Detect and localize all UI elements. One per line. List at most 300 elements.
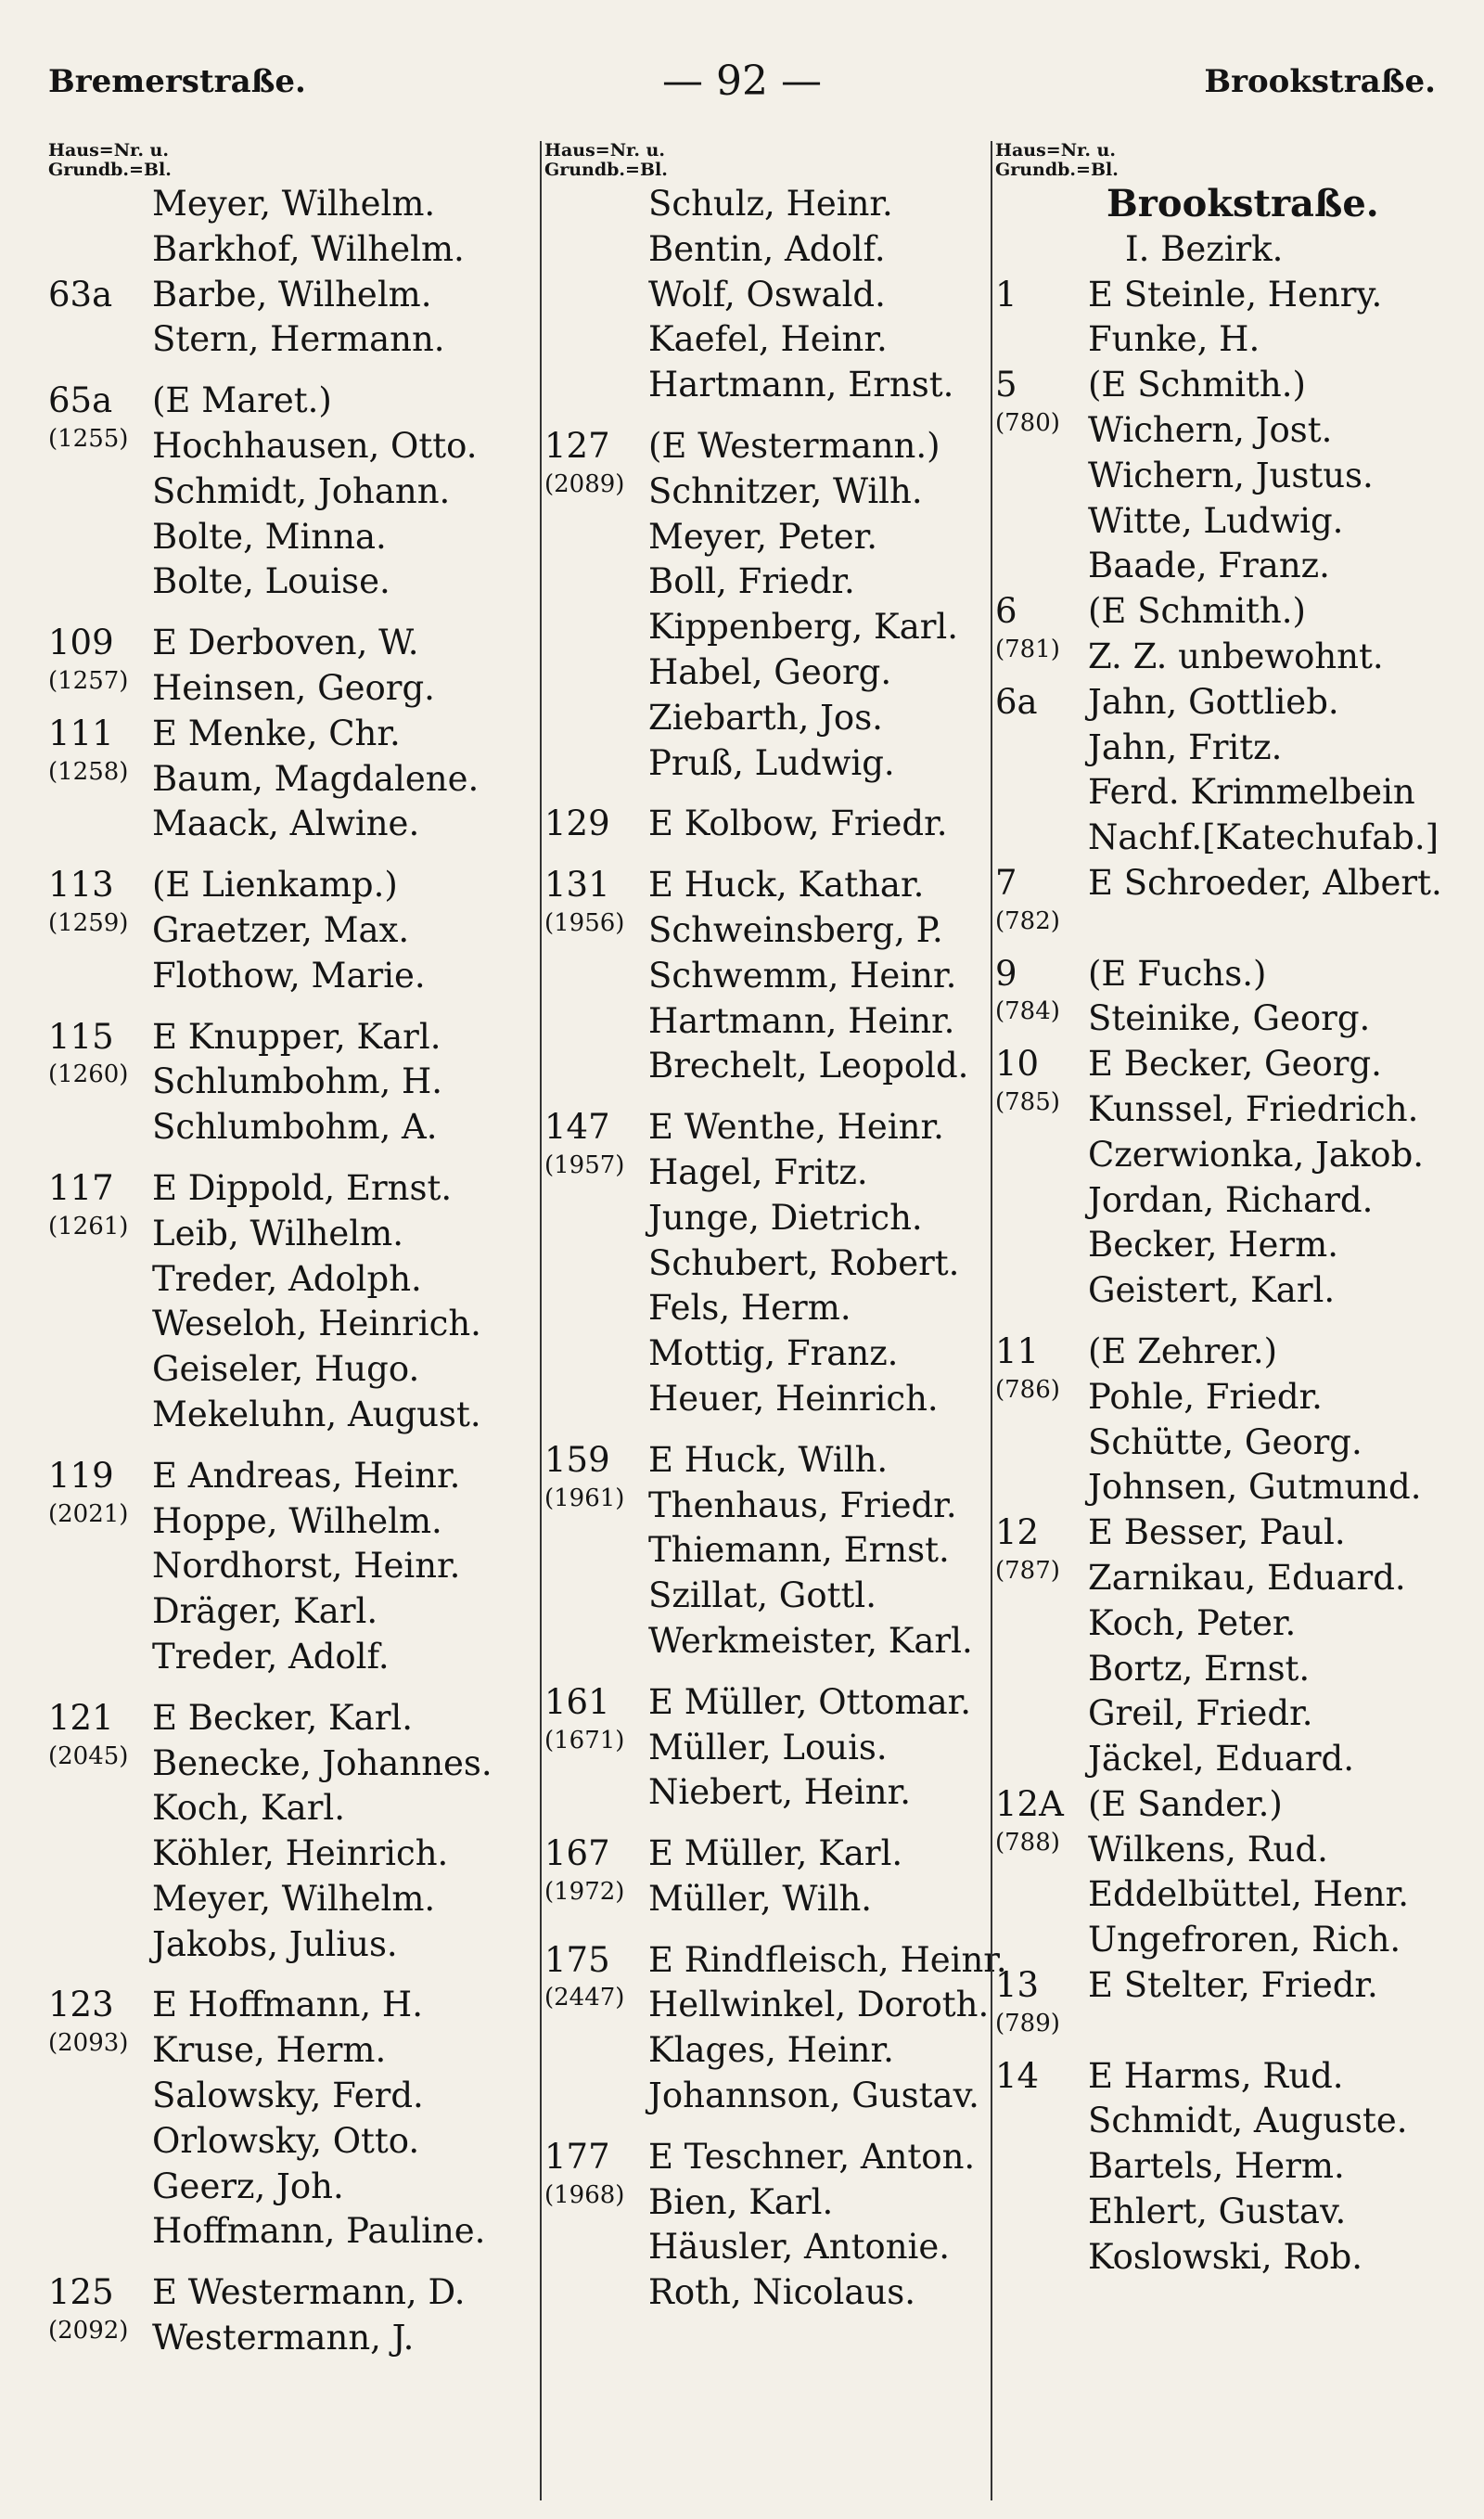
directory-entry — [544, 2028, 990, 2074]
resident-name: Wilkens, Rud. — [1088, 1829, 1328, 1870]
resident-name: E Teschner, Anton. — [648, 2136, 976, 2177]
directory-entry — [995, 1223, 1450, 1268]
directory-entry — [544, 469, 990, 515]
resident-name: Ziebarth, Jos. — [648, 697, 883, 738]
land-register-number: (781) — [995, 635, 1060, 663]
house-number: 131 — [544, 865, 610, 906]
column-3 — [991, 141, 1450, 2500]
land-register-number: (2021) — [48, 1499, 129, 1528]
land-register-number: (2093) — [48, 2029, 129, 2058]
house-number: 5 — [995, 365, 1017, 405]
land-register-number: (1671) — [544, 1726, 625, 1754]
resident-name: E Rindfleisch, Heinr. — [648, 1939, 1007, 1980]
resident-name: Junge, Dietrich. — [648, 1197, 923, 1238]
directory-entry — [544, 696, 990, 741]
directory-entry — [48, 1060, 531, 1105]
directory-entry — [995, 1918, 1450, 1963]
resident-name: Greil, Friedr. — [1088, 1693, 1313, 1734]
resident-name: Hartmann, Heinr. — [648, 1000, 955, 1041]
resident-name: Schulz, Heinr. — [648, 184, 893, 224]
resident-name: Treder, Adolf. — [152, 1636, 390, 1677]
directory-entry — [995, 1828, 1450, 1873]
directory-entry — [995, 1556, 1450, 1601]
house-number: 1 — [995, 274, 1017, 315]
resident-name: Flothow, Marie. — [152, 955, 426, 996]
land-register-number: (786) — [995, 1375, 1060, 1404]
directory-entry — [995, 1691, 1450, 1737]
resident-name: (E Sander.) — [1088, 1783, 1283, 1824]
resident-name: Thiemann, Ernst. — [648, 1530, 950, 1571]
resident-name: Witte, Ludwig. — [1088, 500, 1344, 541]
directory-entry — [48, 1105, 531, 1150]
land-register-number: (1259) — [48, 908, 129, 937]
page-header — [48, 58, 1436, 119]
resident-name: Treder, Adolph. — [152, 1258, 422, 1299]
directory-entry — [995, 1872, 1450, 1918]
directory-entry — [995, 2190, 1450, 2235]
house-number: 113 — [48, 865, 114, 906]
resident-name: Schwemm, Heinr. — [648, 955, 957, 996]
land-register-number: (1258) — [48, 757, 129, 786]
directory-entry — [48, 802, 531, 847]
house-number: 129 — [544, 803, 610, 844]
directory-entry — [995, 544, 1450, 589]
resident-name: Brechelt, Leopold. — [648, 1046, 969, 1086]
house-number: 177 — [544, 2136, 610, 2177]
directory-entry — [544, 515, 990, 560]
directory-entry — [48, 1589, 531, 1635]
resident-name: (E Schmith.) — [1088, 365, 1306, 405]
resident-name: Ungefroren, Rich. — [1088, 1920, 1401, 1960]
directory-entry — [544, 2180, 990, 2226]
directory-entry — [995, 408, 1450, 454]
resident-name: Niebert, Heinr. — [648, 1772, 911, 1813]
resident-name: (E Zehrer.) — [1088, 1330, 1278, 1371]
resident-name: Salowsky, Ferd. — [152, 2076, 424, 2116]
column-heading-land-register: Grundb.=Bl. — [995, 160, 1119, 180]
resident-name: Schmidt, Johann. — [152, 470, 451, 511]
directory-entry — [544, 1484, 990, 1529]
directory-entry — [48, 1257, 531, 1303]
house-number: 123 — [48, 1985, 114, 2025]
resident-name: Jäckel, Eduard. — [1088, 1739, 1355, 1780]
resident-name: Geerz, Joh. — [152, 2166, 344, 2206]
resident-name: E Menke, Chr. — [152, 713, 401, 753]
resident-name: Schütte, Georg. — [1088, 1421, 1362, 1462]
directory-entry — [995, 726, 1450, 771]
directory-entry — [48, 273, 531, 318]
resident-name: Benecke, Johannes. — [152, 1742, 493, 1783]
resident-name: E Schroeder, Albert. — [1088, 862, 1442, 903]
directory-entry — [48, 757, 531, 803]
directory-entry — [544, 741, 990, 787]
column-heading-land-register: Grundb.=Bl. — [48, 160, 172, 180]
resident-name: Wolf, Oswald. — [648, 274, 886, 315]
directory-entry — [995, 1042, 1450, 1087]
resident-name: Ferd. Krimmelbein — [1088, 772, 1415, 813]
column-heading-house-number: Haus=Nr. u. — [995, 140, 1116, 161]
resident-name: (E Westermann.) — [648, 425, 940, 466]
resident-name: Roth, Nicolaus. — [648, 2272, 916, 2313]
land-register-number: (1261) — [48, 1212, 129, 1240]
directory-entry — [48, 1831, 531, 1877]
resident-name: Müller, Wilh. — [648, 1878, 873, 1919]
column-1 — [48, 141, 531, 2500]
house-number: 11 — [995, 1330, 1040, 1371]
directory-entry — [995, 2054, 1450, 2100]
directory-entry — [995, 454, 1450, 499]
resident-name: Jahn, Gottlieb. — [1088, 681, 1339, 722]
resident-name: Baum, Magdalene. — [152, 758, 480, 799]
land-register-number: (1260) — [48, 1060, 129, 1089]
land-register-number: (784) — [995, 997, 1060, 1026]
directory-entry — [544, 1241, 990, 1287]
resident-name: (E Lienkamp.) — [152, 865, 398, 906]
directory-entry — [544, 1150, 990, 1196]
directory-entry — [995, 363, 1450, 408]
resident-name: Schlumbohm, A. — [152, 1107, 438, 1148]
house-number: 147 — [544, 1107, 610, 1148]
directory-entry — [48, 2209, 531, 2255]
land-register-number: (2447) — [544, 1984, 625, 2012]
resident-name: Klages, Heinr. — [648, 2030, 894, 2071]
house-number: 14 — [995, 2055, 1040, 2096]
resident-name: Ehlert, Gustav. — [1088, 2191, 1347, 2232]
directory-entry — [995, 816, 1450, 861]
directory-entry — [48, 1635, 531, 1680]
land-register-number: (1956) — [544, 908, 625, 937]
resident-name: Johnsen, Gutmund. — [1088, 1467, 1422, 1508]
house-number: 6a — [995, 681, 1038, 722]
directory-entry — [544, 1044, 990, 1089]
directory-entry — [48, 1499, 531, 1545]
resident-name: Schweinsberg, P. — [648, 909, 943, 950]
house-number: 65a — [48, 380, 113, 421]
resident-name: Wichern, Jost. — [1088, 409, 1333, 450]
resident-name: Eddelbüttel, Henr. — [1088, 1874, 1409, 1915]
resident-name: Hartmann, Ernst. — [648, 365, 954, 405]
directory-entry — [48, 1393, 531, 1438]
resident-name: Graetzer, Max. — [152, 909, 410, 950]
resident-name: Kaefel, Heinr. — [648, 319, 888, 360]
land-register-number: (780) — [995, 408, 1060, 437]
directory-entry — [48, 1347, 531, 1393]
column-heading — [544, 141, 990, 180]
directory-entry — [995, 1375, 1450, 1420]
resident-name: E Steinle, Henry. — [1088, 274, 1383, 315]
running-head-right: Brookstraße. — [1204, 63, 1436, 100]
directory-entry — [48, 182, 531, 227]
resident-name: (E Fuchs.) — [1088, 953, 1267, 994]
resident-name: Hochhausen, Otto. — [152, 425, 478, 466]
land-register-number: (785) — [995, 1087, 1060, 1116]
resident-name: Szillat, Gottl. — [648, 1575, 876, 1616]
directory-entry — [544, 1528, 990, 1574]
resident-name: I. Bezirk. — [1125, 228, 1284, 269]
resident-name: Pruß, Ludwig. — [648, 742, 895, 783]
entry-list — [995, 182, 1450, 2281]
resident-name: Kippenberg, Karl. — [648, 607, 959, 648]
house-number: 117 — [48, 1167, 114, 1208]
land-register-number: (1957) — [544, 1150, 625, 1179]
resident-name: Maack, Alwine. — [152, 803, 420, 844]
directory-entry — [544, 1286, 990, 1331]
directory-entry — [48, 1741, 531, 1787]
directory-entry — [544, 559, 990, 605]
house-number: 9 — [995, 953, 1017, 994]
directory-entry — [544, 182, 990, 227]
directory-entry — [995, 1087, 1450, 1133]
resident-name: E Huck, Kathar. — [648, 865, 925, 906]
resident-name: Hellwinkel, Doroth. — [648, 1985, 990, 2025]
land-register-number: (1961) — [544, 1484, 625, 1512]
directory-entry — [48, 2074, 531, 2119]
resident-name: Boll, Friedr. — [648, 561, 855, 602]
directory-entry — [995, 861, 1450, 906]
directory-entry — [995, 996, 1450, 1042]
resident-name: Brookstraße. — [1107, 182, 1379, 225]
resident-name: E Hoffmann, H. — [152, 1985, 423, 2025]
directory-entry — [48, 1786, 531, 1831]
resident-name: Mottig, Franz. — [648, 1333, 899, 1374]
resident-name: Geistert, Karl. — [1088, 1270, 1336, 1311]
directory-entry — [544, 605, 990, 650]
directory-entry — [995, 2009, 1450, 2054]
resident-name: E Knupper, Karl. — [152, 1016, 441, 1057]
resident-name: Pohle, Friedr. — [1088, 1376, 1323, 1417]
directory-entry — [995, 1963, 1450, 2009]
district-heading — [995, 227, 1450, 273]
resident-name: Jakobs, Julius. — [152, 1923, 398, 1964]
resident-name: Bortz, Ernst. — [1088, 1648, 1311, 1689]
resident-name: Schubert, Robert. — [648, 1242, 960, 1283]
house-number: 125 — [48, 2272, 114, 2313]
resident-name: E Wenthe, Heinr. — [648, 1107, 944, 1148]
resident-name: Heinsen, Georg. — [152, 667, 435, 708]
directory-entry — [544, 1331, 990, 1377]
running-head-left: Bremerstraße. — [48, 63, 306, 100]
directory-entry — [48, 1544, 531, 1589]
directory-entry — [995, 1133, 1450, 1178]
directory-entry — [995, 2099, 1450, 2144]
directory-entry — [544, 227, 990, 273]
resident-name: (E Schmith.) — [1088, 591, 1306, 632]
resident-name: Funke, H. — [1088, 319, 1260, 360]
resident-name: Meyer, Wilhelm. — [152, 184, 436, 224]
directory-entry — [48, 1922, 531, 1968]
resident-name: Bien, Karl. — [648, 2181, 834, 2222]
directory-entry — [995, 1465, 1450, 1510]
directory-entry — [48, 469, 531, 515]
directory-entry — [48, 1302, 531, 1347]
resident-name: Habel, Georg. — [648, 651, 892, 692]
directory-entry — [995, 499, 1450, 545]
resident-name: Steinike, Georg. — [1088, 998, 1371, 1039]
land-register-number: (2092) — [48, 2317, 129, 2345]
resident-name: E Stelter, Friedr. — [1088, 1965, 1378, 2006]
directory-entry — [48, 227, 531, 273]
directory-entry — [995, 1510, 1450, 1556]
resident-name: Orlowsky, Otto. — [152, 2120, 420, 2161]
house-number: 121 — [48, 1697, 114, 1738]
resident-name: Zarnikau, Eduard. — [1088, 1557, 1406, 1598]
directory-entry — [48, 317, 531, 363]
resident-name: Schnitzer, Wilh. — [648, 470, 923, 511]
resident-name: Hoffmann, Pauline. — [152, 2211, 486, 2252]
resident-name: E Huck, Wilh. — [648, 1439, 889, 1480]
house-number: 119 — [48, 1455, 114, 1496]
resident-name: Hagel, Fritz. — [648, 1151, 868, 1192]
resident-name: Meyer, Wilhelm. — [152, 1878, 436, 1919]
land-register-number: (2089) — [544, 469, 625, 498]
resident-name: Bolte, Minna. — [152, 516, 387, 557]
directory-entry — [48, 908, 531, 954]
directory-entry — [48, 2165, 531, 2210]
resident-name: Koslowski, Rob. — [1088, 2236, 1363, 2277]
resident-name: Müller, Louis. — [648, 1727, 888, 1767]
directory-entry — [48, 1877, 531, 1922]
resident-name: Kruse, Herm. — [152, 2030, 387, 2071]
resident-name: Barkhof, Wilhelm. — [152, 228, 465, 269]
directory-entry — [544, 1770, 990, 1816]
directory-entry — [544, 802, 990, 847]
house-number: 111 — [48, 713, 114, 753]
directory-entry — [995, 1330, 1450, 1375]
resident-name: Dräger, Karl. — [152, 1591, 378, 1632]
directory-entry — [544, 1196, 990, 1241]
resident-name: E Becker, Georg. — [1088, 1044, 1382, 1085]
house-number: 6 — [995, 591, 1017, 632]
directory-entry — [995, 589, 1450, 635]
house-number: 161 — [544, 1681, 610, 1722]
directory-entry — [48, 954, 531, 999]
directory-entry — [544, 2074, 990, 2119]
directory-entry — [995, 1647, 1450, 1692]
resident-name: E Dippold, Ernst. — [152, 1167, 453, 1208]
resident-name: E Müller, Ottomar. — [648, 1681, 972, 1722]
resident-name: Bartels, Herm. — [1088, 2146, 1345, 2187]
resident-name: Weseloh, Heinrich. — [152, 1304, 481, 1344]
column-heading-house-number: Haus=Nr. u. — [544, 140, 665, 161]
directory-entry — [995, 952, 1450, 997]
resident-name: Heuer, Heinrich. — [648, 1378, 939, 1419]
directory-entry — [544, 1983, 990, 2028]
directory-entry — [544, 1877, 990, 1922]
resident-name: Werkmeister, Karl. — [648, 1620, 973, 1661]
directory-entry — [995, 680, 1450, 726]
resident-name: Koch, Peter. — [1088, 1602, 1297, 1643]
resident-name: Westermann, J. — [152, 2318, 415, 2358]
resident-name: Kunssel, Friedrich. — [1088, 1088, 1419, 1129]
resident-name: Bentin, Adolf. — [648, 228, 886, 269]
resident-name: E Westermann, D. — [152, 2272, 466, 2313]
resident-name: E Besser, Paul. — [1088, 1512, 1346, 1553]
directory-entry — [48, 2119, 531, 2165]
house-number: 13 — [995, 1965, 1040, 2006]
directory-entry — [995, 635, 1450, 680]
directory-entry — [544, 650, 990, 696]
resident-name: Z. Z. unbewohnt. — [1088, 636, 1384, 676]
land-register-number: (782) — [995, 906, 1060, 935]
land-register-number: (1972) — [544, 1877, 625, 1906]
resident-name: Schmidt, Auguste. — [1088, 2101, 1408, 2141]
resident-name: Thenhaus, Friedr. — [648, 1484, 957, 1525]
entry-list — [48, 182, 531, 2361]
house-number: 175 — [544, 1939, 610, 1980]
directory-entry — [995, 317, 1450, 363]
resident-name: E Kolbow, Friedr. — [648, 803, 948, 844]
directory-entry — [995, 1420, 1450, 1466]
house-number: 167 — [544, 1833, 610, 1874]
directory-entry — [544, 2270, 990, 2316]
resident-name: Bolte, Louise. — [152, 561, 390, 602]
directory-entry — [995, 2144, 1450, 2190]
directory-entry — [48, 2316, 531, 2361]
directory-entry — [995, 1601, 1450, 1647]
entry-list — [544, 182, 1007, 2316]
column-heading — [995, 141, 1450, 180]
house-number: 7 — [995, 862, 1017, 903]
directory-entry — [544, 1726, 990, 1771]
house-number: 115 — [48, 1016, 114, 1057]
resident-name: Nordhorst, Heinr. — [152, 1546, 461, 1587]
directory-entry — [48, 559, 531, 605]
resident-name: Häusler, Antonie. — [648, 2227, 951, 2268]
resident-name: Schlumbohm, H. — [152, 1061, 443, 1102]
resident-name: Johannson, Gustav. — [648, 2076, 979, 2116]
house-number: 12 — [995, 1512, 1040, 1553]
resident-name: Hoppe, Wilhelm. — [152, 1500, 442, 1541]
land-register-number: (1255) — [48, 424, 129, 453]
resident-name: E Harms, Rud. — [1088, 2055, 1344, 2096]
directory-entry — [48, 1212, 531, 1257]
directory-entry — [995, 1178, 1450, 1224]
directory-entry — [995, 1268, 1450, 1314]
house-number: 10 — [995, 1044, 1040, 1085]
directory-entry — [48, 515, 531, 560]
resident-name: (E Maret.) — [152, 380, 332, 421]
directory-entry — [544, 1619, 990, 1664]
directory-entry — [48, 2028, 531, 2074]
resident-name: Koch, Karl. — [152, 1788, 345, 1829]
directory-entry — [544, 363, 990, 408]
directory-entry — [544, 1574, 990, 1619]
house-number: 63a — [48, 274, 113, 315]
house-number: 127 — [544, 425, 610, 466]
resident-name: Wichern, Justus. — [1088, 455, 1374, 495]
page-number: — 92 — — [662, 58, 822, 105]
resident-name: Leib, Wilhelm. — [152, 1213, 403, 1253]
directory-entry — [48, 424, 531, 469]
directory-entry — [48, 666, 531, 712]
directory-entry — [544, 273, 990, 318]
column-heading-house-number: Haus=Nr. u. — [48, 140, 169, 161]
column-2 — [540, 140, 1007, 2500]
resident-name: Jahn, Fritz. — [1088, 726, 1283, 767]
directory-entry — [544, 317, 990, 363]
directory-entry — [995, 273, 1450, 318]
resident-name: E Derboven, W. — [152, 623, 419, 663]
land-register-number: (788) — [995, 1828, 1060, 1857]
resident-name: E Müller, Karl. — [648, 1833, 903, 1874]
resident-name: E Becker, Karl. — [152, 1697, 414, 1738]
directory-entry — [544, 999, 990, 1045]
house-number: 12A — [995, 1783, 1064, 1824]
street-heading — [995, 182, 1450, 227]
land-register-number: (1968) — [544, 2180, 625, 2209]
resident-name: Nachf.[Katechufab.] — [1088, 817, 1439, 858]
land-register-number: (789) — [995, 2009, 1060, 2037]
